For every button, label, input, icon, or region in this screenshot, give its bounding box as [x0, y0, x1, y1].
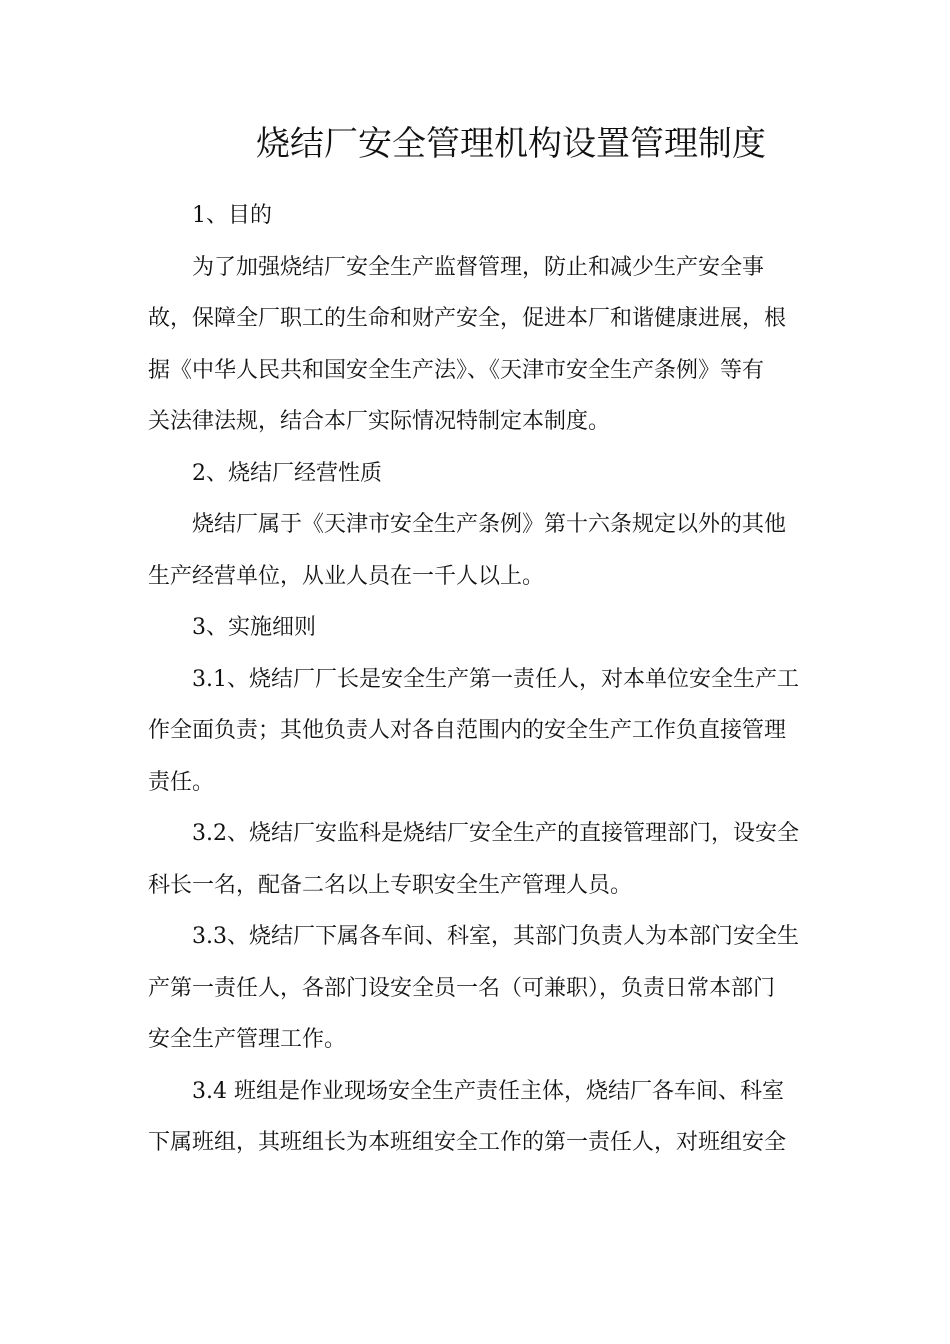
text-line: 产第一责任人，各部门设安全员一名（可兼职），负责日常本部门 [148, 975, 776, 1001]
text-line: 据《中华人民共和国安全生产法》、《天津市安全生产条例》等有 [148, 357, 765, 383]
text-line: 为了加强烧结厂安全生产监督管理，防止和减少生产安全事 [192, 254, 765, 280]
paragraph [148, 499, 804, 602]
text-line: 下属班组，其班组长为本班组安全工作的第一责任人，对班组安全 [148, 1130, 787, 1155]
paragraph [148, 242, 804, 448]
text-line: 安全生产管理工作。 [148, 1027, 347, 1052]
text-line: 烧结厂属于《天津市安全生产条例》第十六条规定以外的其他 [192, 512, 787, 537]
text-line: 科长一名，配备二名以上专职安全生产管理人员。 [148, 872, 633, 898]
text-line: 3.1、烧结厂厂长是安全生产第一责任人，对本单位安全生产工 [192, 666, 799, 692]
text-line: 作全面负责；其他负责人对各自范围内的安全生产工作负直接管理 [148, 718, 787, 743]
text-line: 3.2、烧结厂安监科是烧结厂安全生产的直接管理部门，设安全 [192, 821, 799, 846]
paragraph [148, 808, 804, 911]
text-line: 故，保障全厂职工的生命和财产安全，促进本厂和谐健康进展，根 [148, 306, 787, 331]
text-line: 责任。 [148, 769, 215, 795]
document-title: 烧结厂安全管理机构设置管理制度 [256, 124, 766, 164]
text-line: 生产经营单位，从业人员在一千人以上。 [148, 563, 545, 589]
text-line: 3.3、烧结厂下属各车间、科室，其部门负责人为本部门安全生 [192, 924, 799, 949]
text-line: 3.4 班组是作业现场安全生产责任主体，烧结厂各车间、科室 [192, 1078, 784, 1104]
paragraph [148, 602, 804, 654]
text-line: 3、实施细则 [192, 615, 316, 640]
document-body [148, 190, 804, 1169]
text-line: 1、目的 [192, 203, 272, 228]
paragraph [148, 654, 804, 809]
text-line: 2、烧结厂经营性质 [192, 460, 382, 486]
paragraph [148, 448, 804, 500]
paragraph [148, 190, 804, 242]
text-line: 关法律法规，结合本厂实际情况特制定本制度。 [148, 409, 611, 434]
paragraph [148, 1066, 804, 1169]
paragraph [148, 911, 804, 1066]
